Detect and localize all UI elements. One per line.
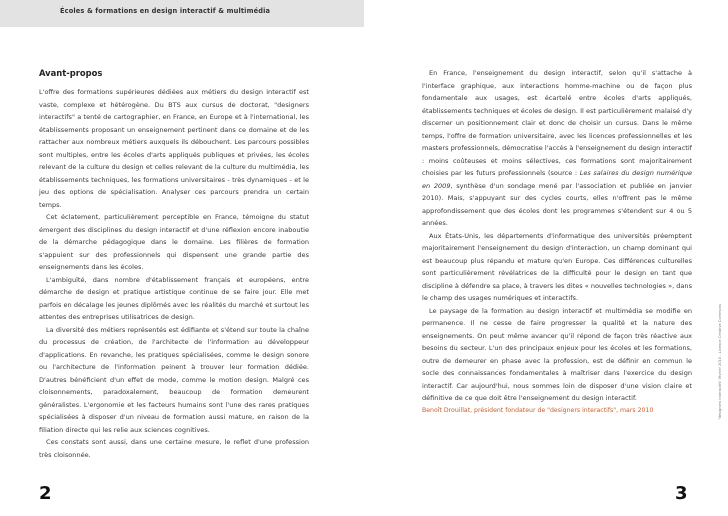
paragraph: [422, 67, 692, 230]
paragraph: L'offre des formations supérieures dédiées aux métiers du design interactif est vaste, complexe et hétérogène. Du BTS aux cursus de doctorat, "designers interactifs" a tenté de cartographier, en France, en Europe et à l'international, les établissements proposant un enseignement pertinent dans ce domaine et de les rattacher aux nombreux métiers auxquels ils débouchent. Les parcours possibles sont multiples, entre les écoles d'arts appliqués publiques et privées, les écoles relevant de la culture du design et celles relevant de la culture du multimédia, les établissements techniques, les formations universitaires - très dynamiques - et le jeu des options de spécialisation. Analyser ces parcours prendra un certain temps.: [39, 88, 309, 209]
page-number-left: 2: [39, 483, 52, 504]
paragraph: La diversité des métiers représentés est édifiante et s'étend sur toute la chaîne du processus de création, de l'architecte de l'information au développeur d'applications. En revanche, les pratiques spécialisées, comme le design sonore ou l'architecture de l'information peinent à trouver leur formation dédiée. D'autres bénéficient d'un effet de mode, comme le motion design. Malgré ces cloisonnements, paradoxalement, beaucoup de formation demeurent généralistes. L'ergonomie et les facteurs humains sont l'une des rares pratiques spécialisées à disposer d'un niveau de formation aussi mature, en raison de la filiation directe qui les relie aux sciences cognitives.: [39, 325, 309, 434]
section-heading: Avant-propos: [39, 68, 103, 78]
right-column: [422, 67, 692, 417]
paragraph: Ces constats sont aussi, dans une certaine mesure, le reflet d'une profession très cloisonnée.: [39, 438, 309, 459]
page-number-right: 3: [675, 483, 688, 504]
running-title: Écoles & formations en design interactif & multimédia: [60, 7, 271, 15]
running-header: [0, 0, 364, 27]
author-signature: Benoît Drouillat, président fondateur de "designers interactifs", mars 2010: [422, 406, 654, 414]
right-page: [364, 0, 728, 516]
vertical-credit: "designers interactifs" février 2010 - Licence Creative Commons: [718, 304, 722, 420]
paragraph: L'ambiguïté, dans nombre d'établissement français et européens, entre démarche de design et pratique artistique continue de se faire jour. Elle met parfois en décalage les jeunes diplômés avec les réalités du marché et surtout les attentes des entreprises utilisatrices de design.: [39, 275, 309, 321]
paragraph-text: En France, l'enseignement du design interactif, selon qu'il s'attache à l'interface graphique, aux interactions homme-machine ou de façon plus fondamentale aux usages, est écartelé entre écoles d'arts appliqués, établissements techniques et écoles de design. Il est particulièrement malaisé d'y discerner un positionnement clair et donc de choisir un cursus. Dans le même temps, l'offre de formation universitaire, avec les licences professionnelles et les masters professionnels, démocratise l'accès à l'enseignement du design interactif : moins coûteuses et moins sélectives, ces formations sont majoritairement choisies par les futurs professionnels (source :: [422, 69, 692, 177]
paragraph: Le paysage de la formation au design interactif et multimédia se modifie en permanence. Il ne cesse de faire progresser la qualité et la nature des enseignements. On peut même avancer qu'il répond de façon très réactive aux besoins du secteur. L'un des principaux enjeux pour les écoles et les formations, outre de demeurer en phase avec la profession, est de définir en commun le socle des connaissances fondamentales à maîtriser dans l'exercice du design interactif. Car aujourd'hui, nous sommes loin de disposer d'une vision claire et définitive de ce que doit être l'enseignement du design interactif.: [422, 306, 692, 402]
source-title: Les salaires du design numérique en 2009: [422, 169, 693, 190]
left-column: [39, 86, 309, 461]
paragraph: Cet éclatement, particulièrement perceptible en France, témoigne du statut émergent des disciplines du design interactif et d'une réflexion encore inaboutie de la démarche pédagogique dans le domaine. Les filières de formation s'appuient sur des professionnels qui dispensent une grande partie des enseignements dans les écoles.: [39, 213, 309, 271]
paragraph-text: , synthèse d'un sondage mené par l'association et publiée en janvier 2010). Mais, s'appuyant sur des cycles courts, elles n'offrent pas le même approfondissement que des écoles dont les programmes s'étendent sur 4 ou 5 années.: [422, 181, 692, 227]
paragraph: Aux États-Unis, les départements d'informatique des universités préemptent majoritairement l'enseignement du design d'interaction, un champ dominant qui est beaucoup plus répandu et mature qu'en Europe. Ces différences culturelles sont particulièrement révélatrices de la difficulté pour le design en tant que discipline à défendre sa place, à travers les dites « nouvelles technologies », dans le champ des usages numériques et interactifs.: [422, 231, 692, 302]
